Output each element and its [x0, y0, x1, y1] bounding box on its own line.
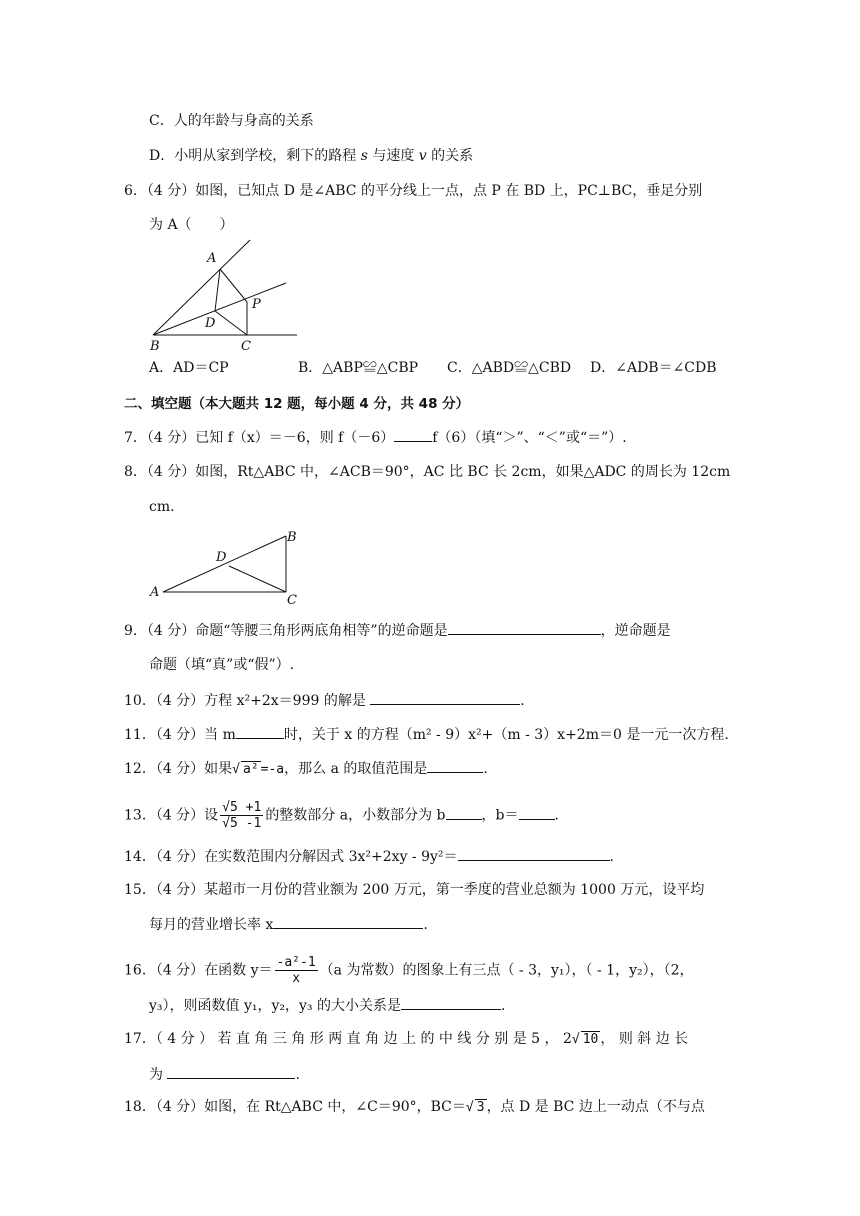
q8-figure [140, 524, 310, 609]
q6-option-a: A．AD＝CP [149, 360, 229, 376]
q6-segment-ap [220, 269, 247, 302]
q8-label-d: D [216, 550, 227, 565]
q6-ray-bd [153, 283, 286, 335]
q6-label-p: P [252, 297, 261, 312]
q6-label-a: A [207, 251, 217, 266]
q17-line1: 17．（ 4 分 ） 若 直 角 三 角 形 两 直 角 边 上 的 中 线 分 别 是 5 ， 2√ 10 ， 则 斜 边 长 [124, 1031, 689, 1047]
q5-option-c: C．人的年龄与身高的关系 [149, 113, 314, 129]
q10: 10．（4 分）方程 x²+2x＝999 的解是 . [124, 690, 525, 711]
q9-line1: 9．（4 分）命题“等腰三角形两底角相等”的逆命题是 ，逆命题是 [124, 620, 671, 641]
q6-option-b: B．△ABP≌△CBP [298, 360, 419, 376]
q6-stem-line1: 6．（4 分）如图，已知点 D 是∠ABC 的平分线上一点，点 P 在 BD 上，PC⊥BC，垂足分别 [124, 183, 703, 199]
q18-line1: 18．（4 分）如图，在 Rt△ABC 中，∠C＝90°，BC＝√ 3 ，点 D 是 BC 边上一动点（不与点 [124, 1099, 705, 1115]
q9-line2: 命题（填“真”或“假”）. [149, 657, 295, 673]
q12-answer-blank[interactable] [427, 758, 483, 773]
q6-figure [140, 238, 310, 358]
q8-stem-line2: cm. [149, 499, 175, 515]
q11-answer-blank[interactable] [236, 724, 284, 739]
q11: 11．（4 分）当 m 时，关于 x 的方程（m² - 9）x²+（m - 3）x+2m＝0 是一元一次方程. [124, 724, 729, 745]
q16-answer-blank[interactable] [401, 995, 501, 1010]
q12: 12．（4 分）如果√ a² =-a，那么 a 的取值范围是 . [124, 758, 488, 780]
q15-answer-blank[interactable] [273, 914, 423, 929]
q7: 7．（4 分）已知 f（x）＝－6，则 f（－6） f（6）（填“＞”、“＜”或“＝”）. [124, 427, 627, 448]
q8-label-b: B [287, 530, 297, 545]
q12-radical-expression: √ a² =-a [232, 762, 285, 777]
q16-fraction: $\frac{\text{-a²-1}}{x}$ [276, 955, 316, 986]
q6-label-d: D [205, 316, 216, 331]
q14: 14．（4 分）在实数范围内分解因式 3x²+2xy - 9y²＝ . [124, 846, 614, 867]
q15-line1: 15．（4 分）某超市一月份的营业额为 200 万元，第一季度的营业总额为 1000 万元，设平均 [124, 882, 705, 898]
q17-line2: 为 . [149, 1064, 300, 1085]
q16-line2: y₃），则函数值 y₁，y₂，y₃ 的大小关系是 . [149, 995, 505, 1016]
q6-option-c: C．△ABD≌△CBD [447, 360, 572, 376]
q15-line2: 每月的营业增长率 x . [149, 914, 428, 935]
q7-answer-blank[interactable] [394, 427, 432, 442]
q8-segment-dc [229, 566, 286, 592]
q6-stem-line2: 为 A（ ） [149, 217, 234, 233]
q8-label-a: A [150, 585, 160, 600]
q13-fraction: $\frac{√5 +1}{√5 -1}$ [222, 800, 262, 831]
q13-blank-1[interactable] [446, 805, 482, 820]
q13: 13．（4 分）设 $\frac{√5 +1}{√5 -1}$ 的整数部分 a，小数部分为 b ，b＝ . [124, 800, 559, 831]
q17-answer-blank[interactable] [167, 1064, 295, 1079]
q6-segment-ad [215, 269, 220, 311]
q6-option-d: D．∠ADB＝∠CDB [590, 360, 717, 376]
q8-stem-line1: 8．（4 分）如图，Rt△ABC 中，∠ACB＝90°，AC 比 BC 长 2cm，如果△ADC 的周长为 12cm [124, 464, 731, 480]
q5-option-d: D．小明从家到学校，剩下的路程 s 与速度 v 的关系 [149, 148, 474, 164]
q8-label-c: C [287, 593, 297, 608]
q9-converse-blank[interactable] [448, 620, 601, 635]
section-header-fill-blank: 二、填空题（本大题共 12 题，每小题 4 分，共 48 分） [124, 396, 470, 412]
q6-label-c: C [241, 339, 251, 354]
q10-answer-blank[interactable] [370, 690, 520, 705]
q6-label-b: B [150, 339, 160, 354]
q16-line1: 16．（4 分）在函数 y＝ $\frac{\text{-a²-1}}{x}$ （a 为常数）的图象上有三点（ - 3，y₁），（ - 1，y₂），（2， [124, 955, 694, 986]
q6-segment-dc [215, 311, 247, 335]
q13-blank-2[interactable] [519, 805, 555, 820]
q14-answer-blank[interactable] [458, 846, 610, 861]
